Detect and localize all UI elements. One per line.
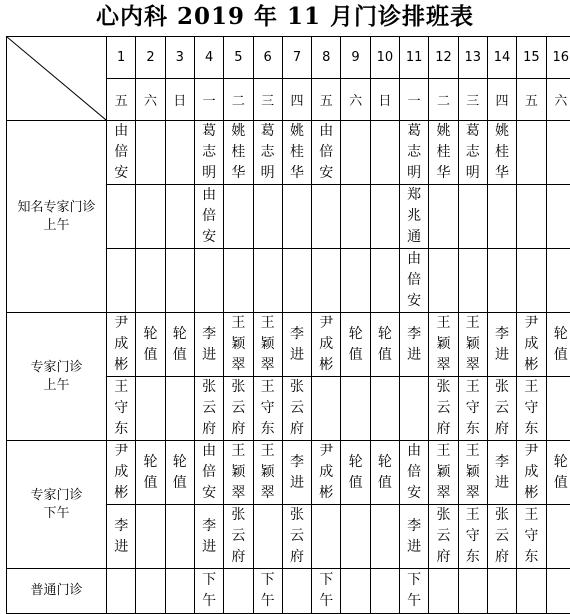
doctor-name: 葛志明 <box>466 121 480 184</box>
schedule-cell <box>282 505 311 569</box>
day-number: 2 <box>136 37 165 79</box>
doctor-name: 尹成彬 <box>114 313 128 376</box>
doctor-name: 尹成彬 <box>319 441 333 504</box>
schedule-table <box>6 36 570 614</box>
schedule-cell <box>517 441 546 505</box>
schedule-cell <box>194 121 223 185</box>
schedule-row <box>7 441 570 505</box>
schedule-cell <box>487 569 516 614</box>
schedule-cell <box>165 121 194 185</box>
schedule-cell <box>517 505 546 569</box>
doctor-name: 由倍安 <box>407 441 421 504</box>
schedule-cell <box>546 441 570 505</box>
doctor-name: 张云府 <box>495 377 509 440</box>
weekday-cell: 六 <box>546 79 570 121</box>
schedule-cell <box>136 377 165 441</box>
day-number: 1 <box>107 37 136 79</box>
doctor-name: 张云府 <box>231 377 245 440</box>
schedule-cell <box>224 441 253 505</box>
doctor-name: 王颖翠 <box>261 441 275 504</box>
schedule-cell <box>165 569 194 614</box>
doctor-name: 葛志明 <box>261 121 275 184</box>
schedule-cell <box>429 313 458 377</box>
schedule-row <box>7 121 570 185</box>
header-row-days <box>7 37 570 79</box>
schedule-cell <box>458 249 487 313</box>
schedule-cell <box>458 185 487 249</box>
schedule-cell <box>107 249 136 313</box>
schedule-cell <box>370 505 399 569</box>
weekday-cell: 五 <box>107 79 136 121</box>
doctor-name: 李进 <box>407 516 421 558</box>
schedule-cell <box>224 185 253 249</box>
day-number: 8 <box>312 37 341 79</box>
doctor-name: 李进 <box>495 452 509 494</box>
schedule-cell <box>136 569 165 614</box>
doctor-name: 下午 <box>261 570 275 612</box>
schedule-cell <box>487 441 516 505</box>
schedule-cell <box>136 505 165 569</box>
schedule-cell <box>253 185 282 249</box>
schedule-cell <box>400 121 429 185</box>
schedule-cell <box>517 569 546 614</box>
schedule-cell <box>429 249 458 313</box>
schedule-cell <box>429 377 458 441</box>
schedule-cell <box>107 505 136 569</box>
schedule-cell <box>487 249 516 313</box>
schedule-cell <box>546 249 570 313</box>
schedule-cell <box>400 569 429 614</box>
schedule-cell <box>194 377 223 441</box>
day-number: 3 <box>165 37 194 79</box>
doctor-name: 尹成彬 <box>319 313 333 376</box>
schedule-cell <box>282 377 311 441</box>
schedule-cell <box>487 313 516 377</box>
day-number: 13 <box>458 37 487 79</box>
schedule-cell <box>517 121 546 185</box>
doctor-name: 王守东 <box>466 377 480 440</box>
doctor-name: 郑兆通 <box>407 185 421 248</box>
schedule-cell <box>312 505 341 569</box>
schedule-row <box>7 569 570 614</box>
section-label-line1: 知名专家门诊 <box>7 199 106 217</box>
doctor-name: 尹成彬 <box>524 441 538 504</box>
section-label <box>7 313 107 441</box>
doctor-name: 轮值 <box>143 452 157 494</box>
schedule-cell <box>194 313 223 377</box>
schedule-cell <box>341 313 370 377</box>
section-label <box>7 121 107 313</box>
schedule-cell <box>517 313 546 377</box>
weekday-cell: 一 <box>400 79 429 121</box>
day-number: 16 <box>546 37 570 79</box>
doctor-name: 轮值 <box>349 452 363 494</box>
schedule-cell <box>224 569 253 614</box>
schedule-cell <box>517 377 546 441</box>
schedule-cell <box>312 313 341 377</box>
schedule-cell <box>400 249 429 313</box>
doctor-name: 由倍安 <box>202 185 216 248</box>
doctor-name: 下午 <box>407 570 421 612</box>
day-number: 9 <box>341 37 370 79</box>
schedule-cell <box>517 185 546 249</box>
schedule-cell <box>253 441 282 505</box>
doctor-name: 轮值 <box>173 452 187 494</box>
schedule-cell <box>546 505 570 569</box>
schedule-cell <box>136 249 165 313</box>
schedule-cell <box>546 121 570 185</box>
doctor-name: 由倍安 <box>407 249 421 312</box>
schedule-cell <box>370 185 399 249</box>
doctor-name: 王守东 <box>524 505 538 568</box>
doctor-name: 轮值 <box>143 324 157 366</box>
day-number: 5 <box>224 37 253 79</box>
schedule-cell <box>429 505 458 569</box>
schedule-cell <box>458 377 487 441</box>
weekday-cell: 六 <box>341 79 370 121</box>
schedule-cell <box>165 377 194 441</box>
schedule-cell <box>282 569 311 614</box>
schedule-cell <box>458 505 487 569</box>
doctor-name: 葛志明 <box>202 121 216 184</box>
day-number: 6 <box>253 37 282 79</box>
doctor-name: 王守东 <box>261 377 275 440</box>
doctor-name: 尹成彬 <box>524 313 538 376</box>
doctor-name: 姚桂华 <box>495 121 509 184</box>
schedule-cell <box>282 185 311 249</box>
weekday-cell: 五 <box>517 79 546 121</box>
doctor-name: 尹成彬 <box>114 441 128 504</box>
weekday-cell: 五 <box>312 79 341 121</box>
day-number: 4 <box>194 37 223 79</box>
doctor-name: 张云府 <box>231 505 245 568</box>
schedule-cell <box>517 249 546 313</box>
weekday-cell: 六 <box>136 79 165 121</box>
weekday-cell: 二 <box>429 79 458 121</box>
schedule-cell <box>136 441 165 505</box>
doctor-name: 由倍安 <box>319 121 333 184</box>
section-label-line2: 下午 <box>7 505 106 523</box>
schedule-cell <box>312 121 341 185</box>
schedule-cell <box>282 121 311 185</box>
schedule-cell <box>546 569 570 614</box>
schedule-cell <box>400 377 429 441</box>
schedule-cell <box>165 249 194 313</box>
schedule-cell <box>165 441 194 505</box>
weekday-cell: 日 <box>370 79 399 121</box>
schedule-cell <box>341 377 370 441</box>
doctor-name: 王守东 <box>524 377 538 440</box>
schedule-cell <box>253 121 282 185</box>
schedule-cell <box>194 441 223 505</box>
weekday-cell: 三 <box>253 79 282 121</box>
schedule-cell <box>224 313 253 377</box>
doctor-name: 张云府 <box>495 505 509 568</box>
weekday-cell: 日 <box>165 79 194 121</box>
day-number: 15 <box>517 37 546 79</box>
schedule-cell <box>194 185 223 249</box>
schedule-cell <box>136 185 165 249</box>
schedule-cell <box>282 441 311 505</box>
schedule-cell <box>312 249 341 313</box>
schedule-cell <box>107 313 136 377</box>
schedule-cell <box>312 441 341 505</box>
schedule-cell <box>400 505 429 569</box>
schedule-cell <box>136 121 165 185</box>
weekday-cell: 一 <box>194 79 223 121</box>
schedule-cell <box>224 505 253 569</box>
schedule-cell <box>370 121 399 185</box>
schedule-cell <box>312 185 341 249</box>
doctor-name: 张云府 <box>436 377 450 440</box>
schedule-cell <box>487 185 516 249</box>
section-label-line2: 上午 <box>7 377 106 395</box>
schedule-cell <box>458 441 487 505</box>
schedule-cell <box>165 505 194 569</box>
weekday-cell: 二 <box>224 79 253 121</box>
schedule-cell <box>370 441 399 505</box>
section-label-line2: 上午 <box>7 217 106 235</box>
doctor-name: 李进 <box>290 324 304 366</box>
schedule-row <box>7 313 570 377</box>
schedule-cell <box>253 249 282 313</box>
corner-cell <box>7 37 107 121</box>
schedule-cell <box>487 505 516 569</box>
schedule-cell <box>458 569 487 614</box>
day-number: 7 <box>282 37 311 79</box>
page-title: 心内科 2019 年 11 月门诊排班表 <box>0 0 570 36</box>
schedule-cell <box>429 441 458 505</box>
doctor-name: 轮值 <box>378 452 392 494</box>
day-number: 14 <box>487 37 516 79</box>
schedule-cell <box>458 121 487 185</box>
schedule-cell <box>341 185 370 249</box>
schedule-cell <box>312 377 341 441</box>
schedule-cell <box>253 505 282 569</box>
doctor-name: 王颖翠 <box>231 441 245 504</box>
section-label <box>7 441 107 569</box>
schedule-cell <box>370 569 399 614</box>
schedule-cell <box>107 185 136 249</box>
doctor-name: 张云府 <box>436 505 450 568</box>
doctor-name: 王颖翠 <box>261 313 275 376</box>
schedule-cell <box>136 313 165 377</box>
doctor-name: 轮值 <box>554 324 568 366</box>
doctor-name: 李进 <box>407 324 421 366</box>
schedule-cell <box>400 441 429 505</box>
schedule-cell <box>487 377 516 441</box>
doctor-name: 姚桂华 <box>436 121 450 184</box>
schedule-cell <box>341 505 370 569</box>
doctor-name: 轮值 <box>173 324 187 366</box>
doctor-name: 张云府 <box>290 377 304 440</box>
schedule-cell <box>429 121 458 185</box>
schedule-cell <box>224 121 253 185</box>
schedule-cell <box>224 377 253 441</box>
doctor-name: 轮值 <box>349 324 363 366</box>
schedule-cell <box>429 185 458 249</box>
schedule-cell <box>107 377 136 441</box>
doctor-name: 王颖翠 <box>466 313 480 376</box>
doctor-name: 由倍安 <box>114 121 128 184</box>
section-label-line1: 专家门诊 <box>7 359 106 377</box>
day-number: 10 <box>370 37 399 79</box>
schedule-cell <box>370 249 399 313</box>
schedule-cell <box>400 185 429 249</box>
doctor-name: 李进 <box>495 324 509 366</box>
section-label <box>7 569 107 614</box>
doctor-name: 姚桂华 <box>231 121 245 184</box>
schedule-cell <box>194 249 223 313</box>
schedule-cell <box>194 505 223 569</box>
diagonal-line <box>7 37 106 120</box>
schedule-cell <box>165 313 194 377</box>
schedule-cell <box>224 249 253 313</box>
schedule-cell <box>282 249 311 313</box>
doctor-name: 轮值 <box>378 324 392 366</box>
doctor-name: 王颖翠 <box>466 441 480 504</box>
schedule-cell <box>429 569 458 614</box>
doctor-name: 张云府 <box>202 377 216 440</box>
schedule-cell <box>546 377 570 441</box>
schedule-cell <box>253 569 282 614</box>
schedule-cell <box>165 185 194 249</box>
schedule-cell <box>282 313 311 377</box>
doctor-name: 李进 <box>114 516 128 558</box>
doctor-name: 下午 <box>202 570 216 612</box>
day-number: 11 <box>400 37 429 79</box>
schedule-cell <box>194 569 223 614</box>
doctor-name: 王守东 <box>466 505 480 568</box>
doctor-name: 王颖翠 <box>436 441 450 504</box>
section-label-line1: 普通门诊 <box>7 582 106 600</box>
weekday-cell: 四 <box>487 79 516 121</box>
doctor-name: 李进 <box>290 452 304 494</box>
schedule-cell <box>546 185 570 249</box>
schedule-cell <box>253 313 282 377</box>
schedule-cell <box>312 569 341 614</box>
schedule-cell <box>107 569 136 614</box>
doctor-name: 王颖翠 <box>436 313 450 376</box>
doctor-name: 姚桂华 <box>290 121 304 184</box>
doctor-name: 葛志明 <box>407 121 421 184</box>
schedule-cell <box>400 313 429 377</box>
schedule-cell <box>370 313 399 377</box>
doctor-name: 由倍安 <box>202 441 216 504</box>
doctor-name: 王颖翠 <box>231 313 245 376</box>
schedule-cell <box>253 377 282 441</box>
schedule-cell <box>487 121 516 185</box>
doctor-name: 王守东 <box>114 377 128 440</box>
weekday-cell: 三 <box>458 79 487 121</box>
schedule-cell <box>341 569 370 614</box>
schedule-cell <box>107 441 136 505</box>
doctor-name: 下午 <box>319 570 333 612</box>
day-number: 12 <box>429 37 458 79</box>
schedule-cell <box>341 121 370 185</box>
section-label-line1: 专家门诊 <box>7 487 106 505</box>
schedule-cell <box>546 313 570 377</box>
schedule-cell <box>341 249 370 313</box>
doctor-name: 李进 <box>202 516 216 558</box>
doctor-name: 张云府 <box>290 505 304 568</box>
schedule-cell <box>107 121 136 185</box>
schedule-cell <box>458 313 487 377</box>
schedule-cell <box>341 441 370 505</box>
doctor-name: 李进 <box>202 324 216 366</box>
schedule-cell <box>370 377 399 441</box>
doctor-name: 轮值 <box>554 452 568 494</box>
weekday-cell: 四 <box>282 79 311 121</box>
